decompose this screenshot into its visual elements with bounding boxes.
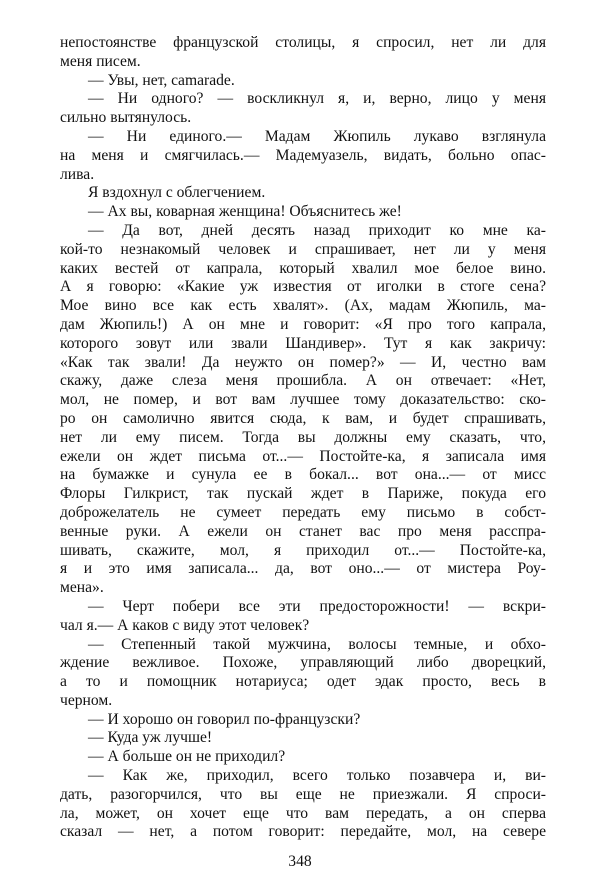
text-line: «Как так звали! Да неужто он помер?» — И, честно вам [60,353,546,371]
page-body-text [60,34,546,842]
text-line: чал я.— А каков с виду этот человек? [60,616,310,634]
text-line: каких вестей от капрала, который хвалил мое белое вино. [60,259,546,277]
text-line: меня писем. [60,52,141,70]
text-line: — Ах вы, коварная женщина! Объяснитесь же! [88,203,402,221]
text-line: нет ли ему писем. Тогда вы должны ему сказать, что, [60,428,546,446]
text-line: — А больше он не приходил? [88,748,286,766]
text-line: А я говорю: «Какие уж известия от иголки в стоге сена? [60,278,546,296]
text-line: на бумажке и сунула ее в бокал... вот она...— от мисс [60,466,546,484]
text-line: — Как же, приходил, всего только позавчера и, ви- [88,767,546,785]
text-line: дам Жюпиль!) А он мне и говорит: «Я про того капрала, [60,315,546,333]
text-line: — И хорошо он говорил по-французски? [88,710,361,728]
text-line: — Ни единого.— Мадам Жюпиль лукаво взглянула [88,127,546,145]
text-line: Я вздохнул с облегчением. [88,184,266,202]
text-line: а то и помощник нотариуса; одет эдак просто, весь в [60,673,546,691]
text-line: лива. [60,165,95,183]
text-line: которого зовут или звали Шандивер». Тут я как закричу: [60,334,546,352]
text-line: ждение вежливое. Похоже, управляющий либо дворецкий, [60,654,546,672]
text-line: на меня и смягчилась.— Мадемуазель, видать, больно опас- [60,146,546,164]
text-line: сказал — нет, а потом говорит: передайте, мол, на севере [60,823,546,841]
text-line: сильно вытянулось. [60,109,192,127]
text-line: ла, может, он хочет еще что вам передать, а он сперва [60,804,546,822]
text-line: мена». [60,579,104,597]
text-line: ро он самолично явится сюда, к вам, и будет спрашивать, [60,409,546,427]
text-line: — Ни одного? — воскликнул я, и, верно, лицо у меня [88,90,546,108]
text-line: шивать, скажите, мол, я приходил от...— Постойте-ка, [60,541,546,559]
text-line: я и это имя записала... да, вот оно...— от мистера Роу- [60,560,546,578]
text-line: — Степенный такой мужчина, волосы темные, и обхо- [88,635,546,653]
text-line: — Увы, нет, camarade. [88,71,235,89]
text-line: мол, не помер, и вот вам лучшее тому доказательство: ско- [60,391,546,409]
text-line: Флоры Гилкрист, так пускай ждет в Париже, покуда его [60,485,546,503]
text-line: дать, разогорчился, что вы еще не приезжали. Я спроси- [60,785,546,803]
text-line: черном. [60,691,113,709]
text-line: ежели он ждет письма от...— Постойте-ка, я записала имя [60,447,546,465]
text-line: венные руки. А ежели он станет вас про меня расспра- [60,522,546,540]
page-number: 348 [288,853,312,870]
text-line: скажу, даже слеза меня прошибла. А он отвечает: «Нет, [60,372,546,390]
text-line: — Да вот, дней десять назад приходит ко мне ка- [88,221,546,239]
text-line: — Куда уж лучше! [88,729,213,747]
text-line: доброжелатель не сумеет передать ему письмо в собст- [60,503,546,521]
text-line: непостоянстве французской столицы, я спросил, нет ли для [60,34,546,51]
text-line: кой-то незнакомый человек и спрашивает, нет ли у меня [60,240,546,258]
text-line: Мое вино все как есть хвалят». (Ах, мадам Жюпиль, ма- [60,297,546,315]
text-line: — Черт побери все эти предосторожности! — вскри- [88,597,546,615]
